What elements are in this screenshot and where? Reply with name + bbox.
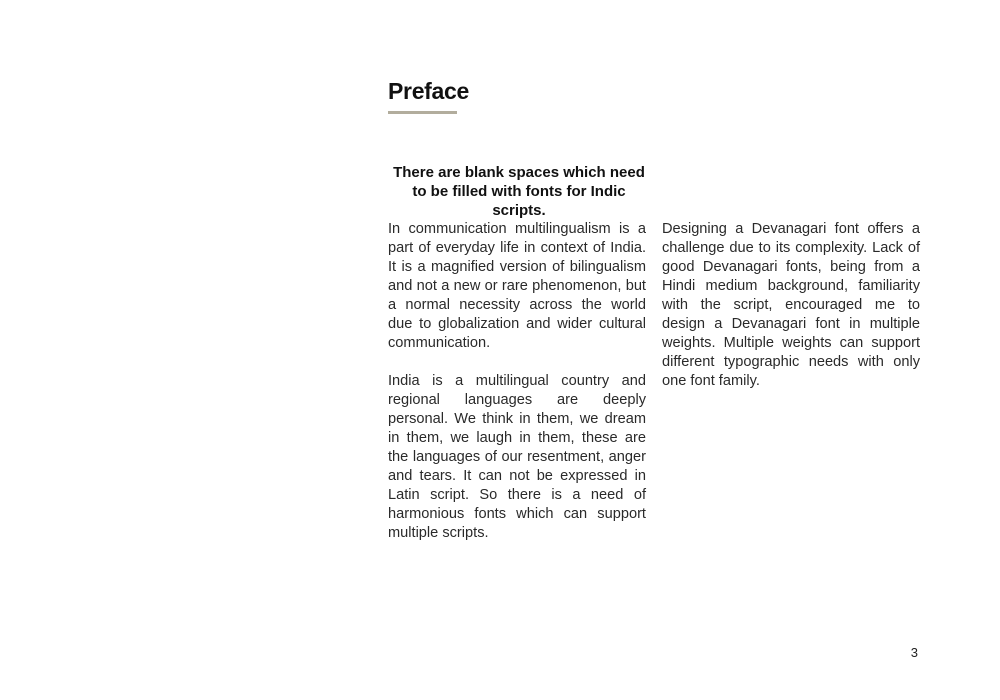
body-paragraph: Designing a Devanagari font offers a challenge due to its complexity. Lack of good Devanagari fonts, being from a Hindi medium background, familiarity with the script, encouraged me to design a Devanagari font in multiple weights. Multiple weights can support different typographic needs with only one font family. xyxy=(662,221,920,389)
right-column xyxy=(662,220,920,410)
page-title: Preface xyxy=(388,78,470,104)
title-underline xyxy=(388,111,457,114)
lead-paragraph: There are blank spaces which need to be filled with fonts for Indic scripts. xyxy=(393,164,645,219)
left-column xyxy=(388,220,646,562)
page-number: 3 xyxy=(910,645,918,660)
body-paragraph: India is a multilingual country and regional languages are deeply personal. We think in them, we dream in them, we laugh in them, these are the languages of our resentment, anger and tears. It can not be expressed in Latin script. So there is a need of harmonious fonts which can support multiple scripts. xyxy=(388,373,646,541)
body-paragraph: In communication multilingualism is a part of everyday life in context of India. It is a magnified version of bilingualism and not a new or rare phenomenon, but a normal necessity across the world due to globalization and wider cultural communication. xyxy=(388,221,646,351)
